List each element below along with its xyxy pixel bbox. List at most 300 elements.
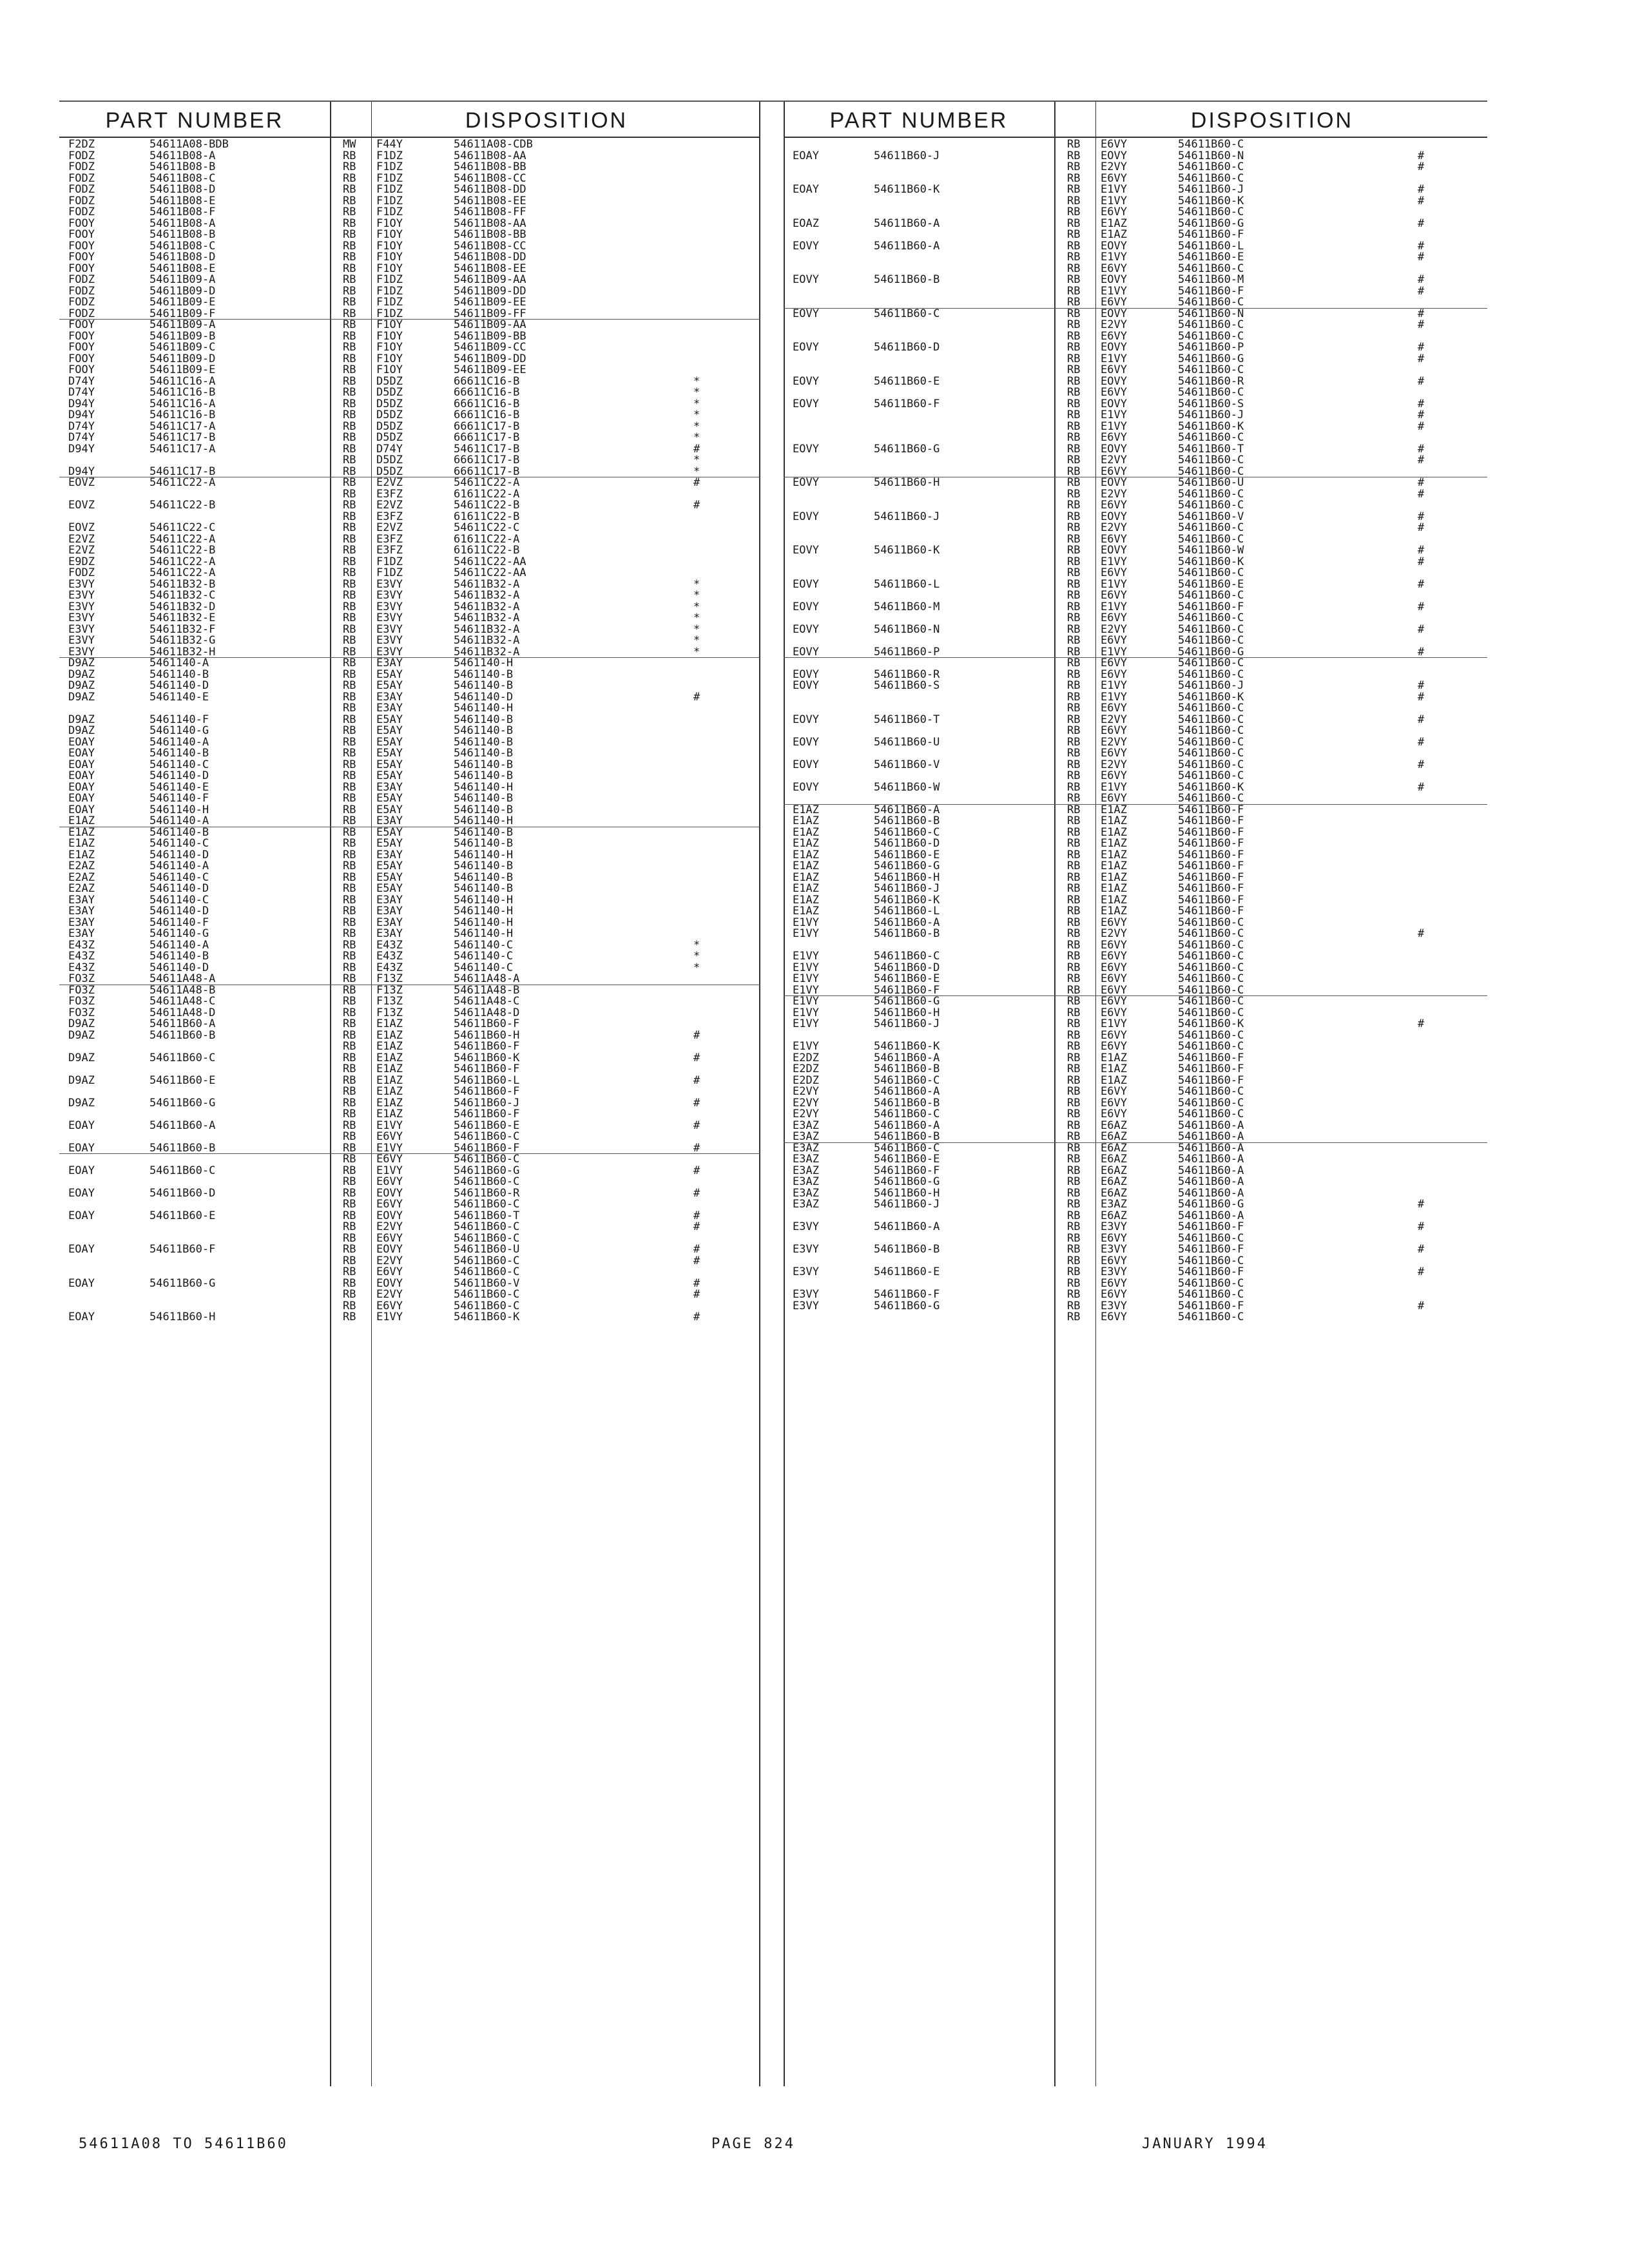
part-model: EOAY (68, 792, 95, 805)
disposition-code: RB (1067, 1209, 1081, 1222)
disposition-model: E2VY (1101, 622, 1127, 636)
table-row (784, 387, 1487, 399)
part-model: EOVY (793, 758, 819, 771)
disposition-model: E6VY (1101, 657, 1127, 669)
disposition-model: F1OY (376, 352, 403, 365)
part-number: 54611C22-A (149, 476, 216, 489)
disposition-part: 54611B60-C (454, 1299, 520, 1312)
disposition-part: 54611B08-EE (454, 194, 526, 207)
part-model: FO3Z (68, 983, 95, 997)
disposition-model: E2VY (1101, 521, 1127, 534)
part-model: E2VY (793, 1085, 819, 1098)
disposition-code: RB (1067, 171, 1081, 185)
part-model: D94Y (68, 465, 95, 478)
disposition-code: RB (343, 1108, 356, 1120)
part-model: E1AZ (793, 905, 819, 918)
disposition-model: E6VY (1101, 702, 1127, 715)
disposition-code: RB (343, 961, 356, 974)
part-number: 54611B09-F (149, 307, 216, 320)
part-number: 54611B60-C (149, 1164, 216, 1177)
disposition-model: F44Y (376, 138, 403, 151)
disposition-model: E6VY (1101, 386, 1127, 399)
disposition-part: 5461140-B (454, 837, 514, 850)
part-model: E3VY (793, 1288, 819, 1301)
disposition-part: 66611C17-B (454, 454, 520, 466)
disposition-model: D5DZ (376, 374, 403, 388)
part-model: EOVY (793, 476, 819, 489)
disposition-model: E1VY (1101, 555, 1127, 568)
disposition-part: 54611B60-F (454, 1017, 520, 1030)
disposition-model: EOVY (376, 1243, 403, 1256)
disposition-part: 66611C17-B (454, 419, 520, 433)
disposition-part: 54611B60-J (1178, 679, 1244, 692)
part-model: EOVY (793, 239, 819, 253)
part-model: EOAY (68, 735, 95, 749)
disposition-code: RB (343, 1254, 356, 1267)
table-row (59, 1120, 760, 1132)
part-model: FODZ (68, 149, 95, 162)
part-model: E3AZ (793, 1130, 819, 1143)
disposition-model: F1DZ (376, 284, 403, 298)
note-mark: # (1418, 284, 1425, 298)
table-row (784, 1041, 1487, 1053)
part-model: E1AZ (68, 814, 95, 827)
disposition-model: E6VY (1101, 1254, 1127, 1267)
disposition-code: RB (343, 1288, 356, 1301)
part-model: EOVY (793, 645, 819, 658)
disposition-code: RB (343, 431, 356, 444)
disposition-model: E3VY (376, 645, 403, 658)
part-model: D9AZ (68, 713, 95, 726)
disposition-model: E1VY (1101, 419, 1127, 433)
table-row (59, 1278, 760, 1290)
document-page (59, 97, 1487, 2152)
disposition-part: 54611B60-C (1178, 972, 1244, 985)
part-number: 5461140-A (149, 735, 209, 749)
disposition-part: 54611B60-F (454, 1085, 520, 1098)
disposition-code: RB (343, 735, 356, 749)
disposition-part: 54611B60-R (1178, 374, 1244, 388)
part-model: EOAY (68, 1311, 95, 1323)
disposition-part: 5461140-B (454, 825, 514, 839)
note-mark: # (1418, 1220, 1425, 1233)
table-row (784, 1312, 1487, 1323)
disposition-model: EOVY (1101, 374, 1127, 388)
disposition-part: 54611B60-N (1178, 307, 1244, 320)
disposition-part: 54611B08-DD (454, 183, 526, 196)
disposition-model: E1VY (1101, 690, 1127, 704)
part-number: 54611B08-E (149, 262, 216, 275)
disposition-model: E1AZ (1101, 228, 1127, 241)
note-mark: * (693, 431, 700, 444)
disposition-part: 54611B60-C (1178, 318, 1244, 331)
note-mark: # (1418, 544, 1425, 557)
table-row (59, 1064, 760, 1075)
note-mark: # (1418, 307, 1425, 320)
note-mark: # (693, 1096, 700, 1110)
disposition-code: RB (343, 1243, 356, 1256)
disposition-model: E5AY (376, 758, 403, 771)
disposition-code: RB (1067, 668, 1081, 681)
part-model: EOVY (793, 713, 819, 726)
disposition-part: 54611B60-C (1178, 499, 1244, 512)
part-model: EOAY (68, 1209, 95, 1222)
note-mark: * (693, 645, 700, 658)
disposition-model: E6VY (1101, 1276, 1127, 1290)
disposition-code: RB (343, 1062, 356, 1075)
disposition-code: RB (343, 893, 356, 907)
disposition-model: E6VY (1101, 938, 1127, 952)
table-row (59, 838, 760, 850)
disposition-model: F1DZ (376, 555, 403, 568)
disposition-part: 54611B60-F (1178, 882, 1244, 895)
part-model: E3AZ (793, 1153, 819, 1166)
table-row (784, 162, 1487, 173)
table-row (784, 297, 1487, 309)
table-row (784, 184, 1487, 196)
note-mark: # (1418, 194, 1425, 207)
disposition-code: RB (343, 318, 356, 331)
disposition-part: 54611B32-A (454, 589, 520, 602)
disposition-model: E6VY (1101, 769, 1127, 782)
disposition-model: E6VY (376, 1175, 403, 1188)
disposition-code: RB (1067, 363, 1081, 376)
table-row (59, 365, 760, 376)
note-mark: * (693, 577, 700, 591)
disposition-model: E6VY (1101, 171, 1127, 185)
part-number: 5461140-A (149, 657, 209, 669)
table-row (784, 568, 1487, 579)
disposition-part: 54611B60-C (1178, 1231, 1244, 1245)
disposition-model: E6AZ (1101, 1209, 1127, 1222)
disposition-model: E1VY (1101, 352, 1127, 365)
part-model: E1VY (793, 927, 819, 940)
disposition-part: 54611B60-C (1178, 622, 1244, 636)
disposition-model: E1AZ (1101, 825, 1127, 839)
disposition-code: RB (343, 1198, 356, 1211)
disposition-code: RB (343, 1073, 356, 1087)
table-row (784, 793, 1487, 805)
table-row (784, 861, 1487, 872)
table-row (59, 861, 760, 872)
disposition-part: 54611B09-DD (454, 352, 526, 365)
note-mark: # (693, 1311, 700, 1323)
part-number: 54611B60-A (874, 239, 940, 253)
part-model: EOVY (793, 668, 819, 681)
disposition-code: RB (343, 1231, 356, 1245)
note-mark: # (1418, 419, 1425, 433)
part-model: E1VY (793, 1006, 819, 1019)
part-model: EOVY (793, 374, 819, 388)
footer-page: PAGE 824 (711, 2136, 795, 2152)
disposition-model: E6VY (376, 1265, 403, 1278)
table-row (784, 1267, 1487, 1278)
part-number: 5461140-D (149, 882, 209, 895)
part-number: 54611B60-A (149, 1119, 216, 1132)
disposition-code: RB (1067, 1254, 1081, 1267)
note-mark: # (1418, 442, 1425, 456)
disposition-part: 54611B60-F (1178, 1051, 1244, 1064)
disposition-model: E1VY (376, 1119, 403, 1132)
disposition-part: 54611B09-DD (454, 284, 526, 298)
part-number: 54611B60-N (874, 622, 940, 636)
part-number: 5461140-E (149, 690, 209, 704)
disposition-code: RB (1067, 972, 1081, 985)
disposition-model: D5DZ (376, 431, 403, 444)
disposition-part: 5461140-H (454, 657, 514, 669)
part-model: EOVY (793, 307, 819, 320)
disposition-model: E1VY (1101, 577, 1127, 591)
part-number: 54611B08-D (149, 183, 216, 196)
part-number: 54611B08-C (149, 239, 216, 253)
part-model: FODZ (68, 273, 95, 286)
disposition-code: RB (343, 1006, 356, 1019)
disposition-model: E6VY (1101, 916, 1127, 929)
disposition-model: E5AY (376, 825, 403, 839)
part-model: EOVY (793, 735, 819, 749)
disposition-part: 54611B60-H (454, 1028, 520, 1042)
part-number: 54611A48-A (149, 972, 216, 985)
header-disposition: DISPOSITION (465, 108, 628, 133)
disposition-code: RB (1067, 431, 1081, 444)
disposition-model: EOVY (1101, 307, 1127, 320)
note-mark: # (693, 1119, 700, 1132)
disposition-part: 54611B60-C (1178, 657, 1244, 669)
disposition-part: 54611B60-C (1178, 769, 1244, 782)
disposition-part: 66611C17-B (454, 431, 520, 444)
table-row (59, 1199, 760, 1211)
disposition-part: 54611B60-C (1178, 634, 1244, 647)
note-mark: * (693, 408, 700, 421)
disposition-part: 54611B60-J (1178, 408, 1244, 421)
table-row (784, 252, 1487, 264)
table-row (784, 218, 1487, 230)
part-number: 54611B60-J (874, 882, 940, 895)
disposition-part: 54611B60-U (1178, 476, 1244, 489)
disposition-code: RB (343, 239, 356, 253)
disposition-part: 5461140-B (454, 735, 514, 749)
disposition-model: E1VY (1101, 408, 1127, 421)
part-model: E1AZ (793, 803, 819, 816)
part-model: E3VY (68, 634, 95, 647)
disposition-model: E2VY (1101, 713, 1127, 726)
disposition-model: D5DZ (376, 465, 403, 478)
disposition-code: RB (343, 611, 356, 624)
disposition-model: E6VY (1101, 724, 1127, 737)
part-model: E1AZ (793, 848, 819, 861)
table-row (784, 365, 1487, 376)
disposition-code: RB (343, 634, 356, 647)
part-number: 54611B60-R (874, 668, 940, 681)
part-model: E43Z (68, 961, 95, 974)
disposition-model: D74Y (376, 442, 403, 456)
table-row (59, 274, 760, 286)
disposition-model: F1DZ (376, 194, 403, 207)
part-model: E1AZ (68, 837, 95, 850)
disposition-model: F13Z (376, 995, 403, 1008)
note-mark: # (693, 1164, 700, 1177)
part-number: 54611B60-A (149, 1017, 216, 1030)
disposition-model: E6VY (376, 1198, 403, 1211)
disposition-code: RB (1067, 916, 1081, 929)
disposition-code: RB (1067, 938, 1081, 952)
disposition-part: 54611B60-A (1178, 1153, 1244, 1166)
part-model: E2AZ (68, 860, 95, 872)
disposition-code: RB (343, 747, 356, 760)
disposition-model: E6VY (1101, 566, 1127, 579)
disposition-part: 54611B60-F (1178, 1220, 1244, 1233)
part-model: D74Y (68, 374, 95, 388)
part-model: EOVY (793, 679, 819, 692)
part-number: 54611B60-S (874, 679, 940, 692)
disposition-code: RB (343, 938, 356, 952)
disposition-part: 54611A48-B (454, 983, 520, 997)
disposition-code: RB (1067, 995, 1081, 1008)
part-number: 54611B60-G (149, 1096, 216, 1110)
part-number: 5461140-D (149, 848, 209, 861)
table-row (59, 432, 760, 444)
table-row (784, 838, 1487, 850)
disposition-part: 54611B09-FF (454, 307, 526, 320)
disposition-code: RB (343, 341, 356, 354)
part-model: FO3Z (68, 972, 95, 985)
disposition-model: EOVY (1101, 239, 1127, 253)
disposition-model: E3AY (376, 916, 403, 929)
disposition-code: RB (1067, 544, 1081, 557)
disposition-part: 5461140-C (454, 961, 514, 974)
part-number: 54611C17-A (149, 419, 216, 433)
disposition-model: E6VY (1101, 1028, 1127, 1042)
disposition-model: D5DZ (376, 386, 403, 399)
disposition-model: E5AY (376, 724, 403, 737)
disposition-part: 54611B60-C (1178, 713, 1244, 726)
disposition-model: EOVY (1101, 476, 1127, 489)
disposition-part: 54611B60-F (1178, 825, 1244, 839)
part-number: 54611B60-G (874, 995, 940, 1008)
part-number: 54611C22-C (149, 521, 216, 534)
disposition-code: RB (343, 183, 356, 196)
part-number: 54611B60-C (874, 1141, 940, 1155)
part-model: E1AZ (793, 825, 819, 839)
disposition-code: RB (343, 228, 356, 241)
disposition-model: E2VY (1101, 735, 1127, 749)
disposition-code: RB (343, 1209, 356, 1222)
disposition-part: 54611A48-C (454, 995, 520, 1008)
table-row (784, 320, 1487, 331)
disposition-part: 54611B60-C (1178, 363, 1244, 376)
part-number: 54611C17-B (149, 431, 216, 444)
part-model: F2DZ (68, 138, 95, 151)
disposition-part: 54611B60-F (1178, 1243, 1244, 1256)
disposition-code: RB (343, 465, 356, 478)
note-mark: * (693, 589, 700, 602)
disposition-code: RB (343, 724, 356, 737)
disposition-code: RB (343, 950, 356, 963)
disposition-code: RB (1067, 1175, 1081, 1188)
disposition-model: E6AZ (1101, 1153, 1127, 1166)
part-model: E1AZ (793, 860, 819, 872)
disposition-model: F1DZ (376, 206, 403, 218)
header-rule (784, 137, 1487, 138)
disposition-part: 54611B60-A (1178, 1164, 1244, 1177)
disposition-part: 54611B60-V (1178, 510, 1244, 523)
disposition-code: RB (343, 149, 356, 162)
disposition-model: E6AZ (1101, 1164, 1127, 1177)
part-model: E3AZ (793, 1141, 819, 1155)
disposition-model: E5AY (376, 792, 403, 805)
disposition-model: E1AZ (376, 1017, 403, 1030)
disposition-model: E6VY (1101, 1096, 1127, 1110)
part-number: 54611B60-L (874, 577, 940, 591)
disposition-code: RB (1067, 566, 1081, 579)
disposition-code: RB (343, 860, 356, 872)
disposition-model: E3VY (376, 634, 403, 647)
part-model: D9AZ (68, 1096, 95, 1110)
disposition-code: RB (1067, 555, 1081, 568)
table-row (59, 1086, 760, 1098)
disposition-model: E6VY (1101, 465, 1127, 478)
note-mark: * (693, 454, 700, 466)
disposition-part: 5461140-H (454, 893, 514, 907)
table-row (59, 523, 760, 534)
note-mark: # (1418, 927, 1425, 940)
disposition-part: 54611B60-A (1178, 1141, 1244, 1155)
part-number: 54611B60-D (874, 837, 940, 850)
disposition-model: D5DZ (376, 408, 403, 421)
disposition-model: F1DZ (376, 307, 403, 320)
table-row (784, 579, 1487, 591)
part-number: 54611B60-V (874, 758, 940, 771)
part-model: E1AZ (793, 893, 819, 907)
table-row (784, 906, 1487, 918)
note-mark: * (693, 419, 700, 433)
part-number: 54611B08-B (149, 228, 216, 241)
disposition-part: 54611B60-C (1178, 487, 1244, 501)
disposition-part: 5461140-H (454, 780, 514, 794)
disposition-code: RB (1067, 1186, 1081, 1200)
part-number: 54611B09-A (149, 273, 216, 286)
disposition-part: 54611B09-AA (454, 273, 526, 286)
disposition-code: RB (1067, 893, 1081, 907)
disposition-part: 66611C16-B (454, 408, 520, 421)
disposition-code: RB (1067, 216, 1081, 230)
disposition-code: RB (1067, 1164, 1081, 1177)
note-mark: # (1418, 1017, 1425, 1030)
disposition-model: E3VY (376, 600, 403, 613)
disposition-model: D5DZ (376, 419, 403, 433)
disposition-model: F1DZ (376, 566, 403, 579)
disposition-part: 54611B08-BB (454, 228, 526, 241)
part-number: 54611B60-L (874, 905, 940, 918)
table-row (59, 748, 760, 760)
part-model: EOAY (793, 149, 819, 162)
table-row (784, 309, 1487, 320)
part-number: 54611B60-G (874, 1175, 940, 1188)
part-model: FOOY (68, 228, 95, 241)
note-mark: # (1418, 374, 1425, 388)
footer-date: JANUARY 1994 (1142, 2136, 1268, 2152)
disposition-part: 5461140-B (454, 668, 514, 681)
disposition-code: RB (1067, 160, 1081, 173)
disposition-code: RB (1067, 1141, 1081, 1155)
disposition-part: 54611B60-N (1178, 149, 1244, 162)
part-number: 54611B32-H (149, 645, 216, 658)
disposition-part: 54611B08-FF (454, 206, 526, 218)
disposition-code: RB (343, 487, 356, 501)
disposition-code: RB (343, 160, 356, 173)
part-model: E3VY (793, 1243, 819, 1256)
disposition-model: F13Z (376, 972, 403, 985)
